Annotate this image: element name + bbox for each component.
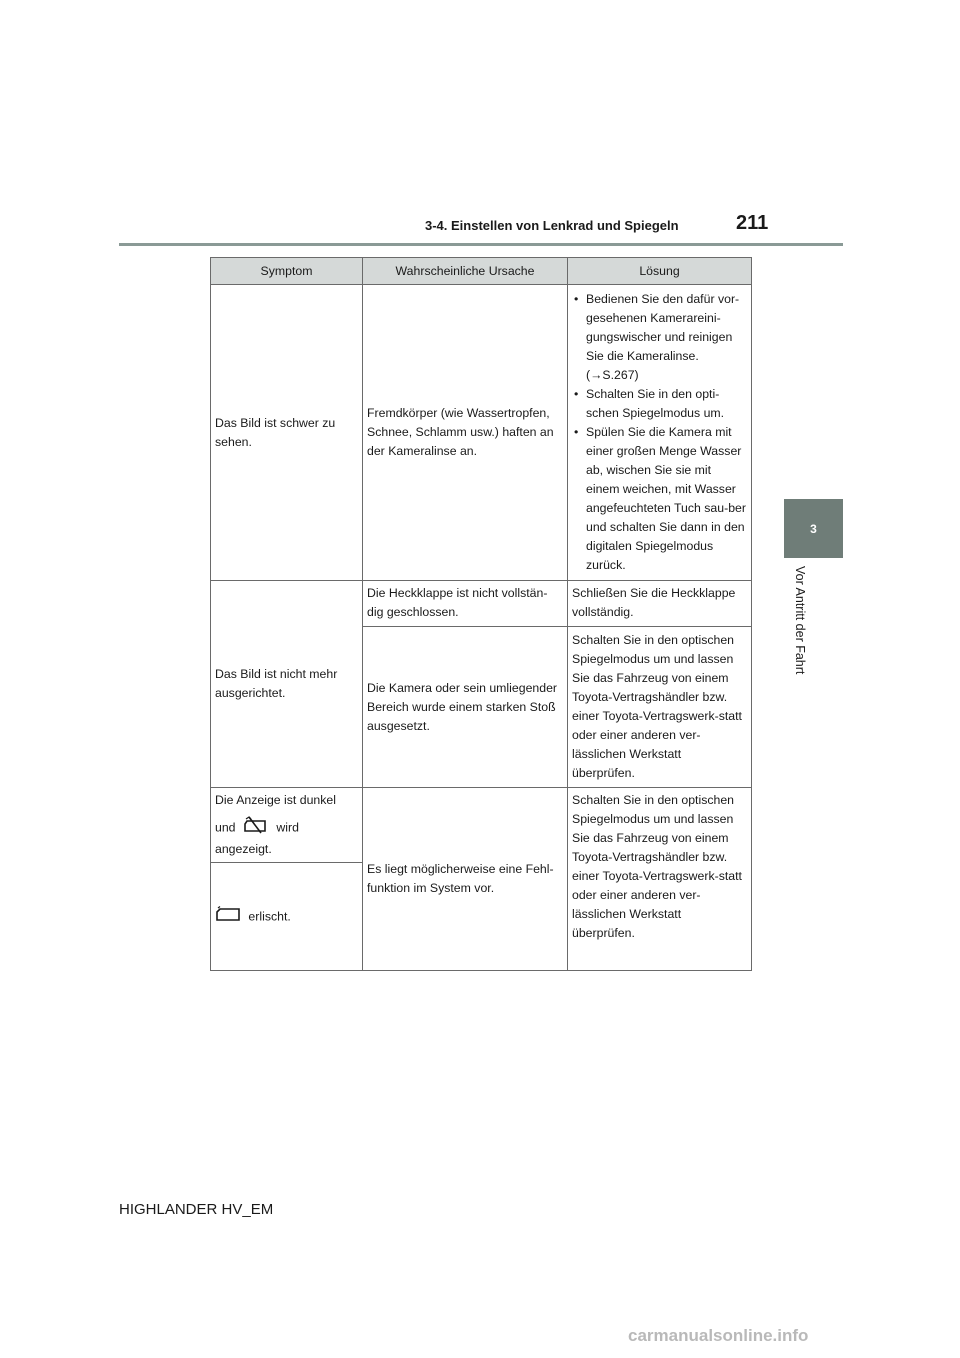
model-footer: HIGHLANDER HV_EM	[119, 1201, 274, 1218]
symptom-prefix: und	[215, 820, 236, 835]
table-row	[211, 581, 752, 627]
solution-cell: Schließen Sie die Heckklappe vollständig.	[568, 581, 752, 627]
cause-cell: Fremdkörper (wie Wassertropfen, Schnee, Schlamm usw.) haften an der Kameralinse an.	[363, 285, 568, 581]
symptom-cell: Das Bild ist nicht mehr ausgerichtet.	[211, 581, 363, 788]
chapter-title: Vor Antritt der Fahrt	[793, 566, 807, 675]
symptom-cell	[211, 863, 363, 971]
cause-cell: Die Heckklappe ist nicht vollstän-dig geschlossen.	[363, 581, 568, 627]
symptom-line: Die Anzeige ist dunkel	[215, 793, 336, 807]
troubleshooting-table	[210, 257, 752, 971]
page-number: 211	[736, 212, 769, 234]
chapter-tab	[784, 499, 843, 558]
solution-cell: Schalten Sie in den optischen Spiegelmodus um und lassen Sie das Fahrzeug von einem Toyota-Vertragshändler bzw. einer Toyota-Vertragswerk-statt oder einer anderen ver-lässlichen Werkstatt überprüfen.	[568, 788, 752, 971]
table-row	[211, 788, 752, 863]
chapter-number: 3	[810, 521, 817, 536]
digital-mirror-icon	[215, 906, 241, 928]
solution-list	[572, 290, 747, 575]
cause-cell: Es liegt möglicherweise eine Fehl-funktion im System vor.	[363, 788, 568, 971]
section-title: 3-4. Einstellen von Lenkrad und Spiegeln	[425, 218, 679, 233]
header-rule	[119, 243, 843, 246]
header-cause: Wahrscheinliche Ursache	[363, 258, 568, 285]
table-header-row	[211, 258, 752, 285]
table-row	[211, 285, 752, 581]
watermark: carmanualsonline.info	[628, 1326, 809, 1345]
solution-cell: Schalten Sie in den optischen Spiegelmodus um und lassen Sie das Fahrzeug von einem Toyota-Vertragshändler bzw. einer Toyota-Vertragswerk-statt oder einer anderen ver-lässlichen Werkstatt überprüfen.	[568, 627, 752, 788]
symptom-line-icon	[215, 816, 358, 859]
symptom-suffix: erlischt.	[248, 908, 291, 923]
symptom-cell: Das Bild ist schwer zu sehen.	[211, 285, 363, 581]
list-item: • Bedienen Sie den dafür vor-gesehenen Kamerareini-gungswischer und reinigen Sie die Kameralinse. (→S.267)	[572, 290, 747, 385]
header-symptom: Symptom	[211, 258, 363, 285]
symptom-suffix: wird angezeigt.	[215, 820, 299, 856]
header-solution: Lösung	[568, 258, 752, 285]
cause-cell: Die Kamera oder sein umliegender Bereich wurde einem starken Stoß ausgesetzt.	[363, 627, 568, 788]
list-item: • Schalten Sie in den opti-schen Spiegelmodus um.	[572, 385, 747, 423]
solution-cell	[568, 285, 752, 581]
digital-mirror-warning-icon	[243, 816, 269, 840]
symptom-cell	[211, 788, 363, 863]
list-item: • Spülen Sie die Kamera mit einer großen Menge Wasser ab, wischen Sie sie mit einem weichen, mit Wasser angefeuchteten Tuch sau-ber und schalten Sie dann in den digitalen Spiegelmodus zurück.	[572, 423, 747, 575]
